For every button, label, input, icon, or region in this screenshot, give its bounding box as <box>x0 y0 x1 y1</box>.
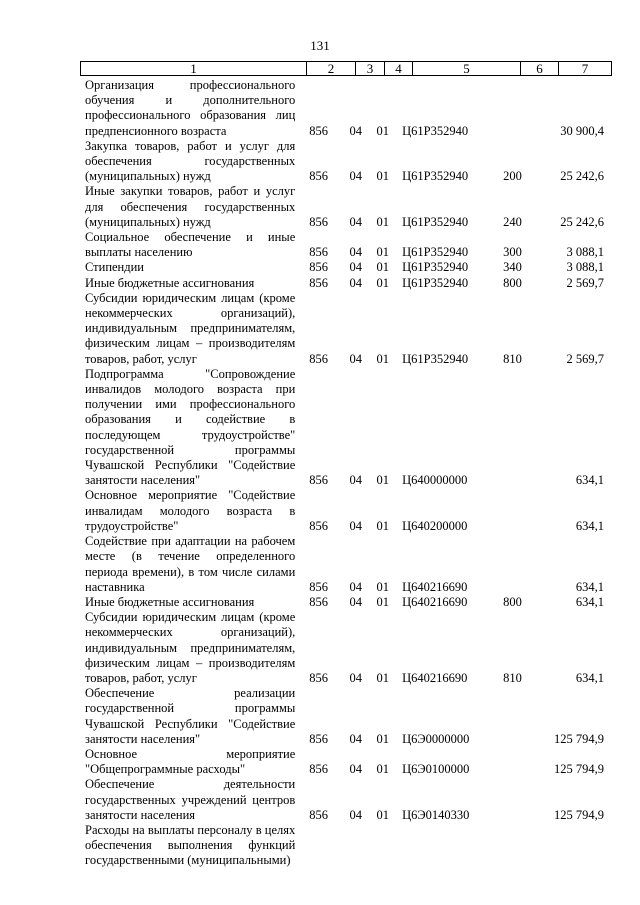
row-cell-c4: 01 <box>376 351 390 366</box>
row-description: Иные бюджетные ассигнования <box>85 594 255 609</box>
row-cell-c6: 240 <box>503 214 522 229</box>
row-cell-c6: 200 <box>503 169 522 184</box>
table-row <box>80 184 612 230</box>
table-body <box>80 78 612 869</box>
row-cell-c7: 634,1 <box>575 579 605 594</box>
row-cell-c3: 04 <box>349 169 362 184</box>
row-cell-c7: 2 569,7 <box>566 275 605 290</box>
table-row <box>80 78 612 139</box>
row-cell-c3: 04 <box>349 731 362 746</box>
row-cell-c6: 810 <box>503 670 522 685</box>
row-description: Организация профессионального обучения и дополнительного профессионального образования лиц предпенсионного возраста <box>85 78 296 138</box>
row-cell-c5: Ц640216690 <box>402 670 468 685</box>
row-cell-c2: 856 <box>309 518 328 533</box>
row-cell-c3: 04 <box>349 260 362 275</box>
row-cell-c5: Ц640216690 <box>402 594 468 609</box>
row-cell-c2: 856 <box>309 123 328 138</box>
row-cell-c2: 856 <box>309 473 328 488</box>
row-cell-c6: 810 <box>503 351 522 366</box>
row-cell-c2: 856 <box>309 579 328 594</box>
row-cell-c4: 01 <box>376 169 390 184</box>
header-col-5: 5 <box>413 62 521 75</box>
row-cell-c2: 856 <box>309 260 328 275</box>
row-description: Обеспечение реализации государственной программы Чувашской Республики "Содействие занятости населения" <box>85 686 296 746</box>
row-cell-c2: 856 <box>309 594 328 609</box>
row-cell-c7: 30 900,4 <box>560 123 605 138</box>
row-description: Основное мероприятие "Общепрограммные расходы" <box>85 746 296 777</box>
row-description: Содействие при адаптации на рабочем месте (в течение определенного периода времени), в том числе силами наставника <box>85 534 296 594</box>
row-cell-c2: 856 <box>309 731 328 746</box>
row-cell-c7: 125 794,9 <box>554 731 605 746</box>
row-cell-c7: 634,1 <box>575 518 605 533</box>
row-cell-c3: 04 <box>349 594 362 609</box>
row-cell-c3: 04 <box>349 518 362 533</box>
table-row <box>80 139 612 185</box>
row-cell-c4: 01 <box>376 762 390 777</box>
row-cell-c3: 04 <box>349 579 362 594</box>
row-description: Иные бюджетные ассигнования <box>85 275 255 290</box>
row-cell-c7: 3 088,1 <box>566 245 605 260</box>
row-cell-c5: Ц61Р352940 <box>402 169 469 184</box>
row-description: Стипендии <box>85 260 144 275</box>
table-row <box>80 230 612 260</box>
row-description: Обеспечение деятельности государственных учреждений центров занятости населения <box>85 777 296 822</box>
table-row <box>80 367 612 489</box>
row-cell-c7: 3 088,1 <box>566 260 605 275</box>
row-cell-c7: 25 242,6 <box>560 169 605 184</box>
row-cell-c4: 01 <box>376 123 390 138</box>
header-col-7: 7 <box>581 61 589 76</box>
row-cell-c4: 01 <box>376 594 390 609</box>
row-cell-c5: Ц6Э0000000 <box>402 731 470 746</box>
row-description: Подпрограмма "Сопровождение инвалидов молодого возраста при получении ими профессионального образования и содействие в последующем трудоустройстве" государственной программы Чувашской Республики "Содействие занятости населения" <box>85 366 296 488</box>
table-row <box>80 534 612 595</box>
table-row <box>80 488 612 534</box>
row-cell-c7: 634,1 <box>575 594 605 609</box>
row-cell-c2: 856 <box>309 214 328 229</box>
table-row <box>80 276 612 291</box>
row-cell-c3: 04 <box>349 473 362 488</box>
row-cell-c4: 01 <box>376 518 390 533</box>
row-description: Социальное обеспечение и иные выплаты населению <box>85 230 296 260</box>
row-cell-c4: 01 <box>376 260 390 275</box>
header-col-2: 2 <box>307 62 356 75</box>
header-col-6: 6 <box>521 62 559 75</box>
row-cell-c3: 04 <box>349 214 362 229</box>
page-number: 131 <box>310 38 330 53</box>
row-cell-c6: 300 <box>503 245 522 260</box>
row-cell-c3: 04 <box>349 275 362 290</box>
row-cell-c6: 340 <box>503 260 522 275</box>
row-cell-c6: 800 <box>503 594 522 609</box>
row-description: Иные закупки товаров, работ и услуг для обеспечения государственных (муниципальных) нужд <box>85 184 296 229</box>
table-header <box>80 61 612 76</box>
header-col-4: 4 <box>385 62 413 75</box>
row-cell-c5: Ц640216690 <box>402 579 468 594</box>
row-cell-c5: Ц6Э0100000 <box>402 762 470 777</box>
row-cell-c5: Ц640200000 <box>402 518 468 533</box>
row-cell-c5: Ц640000000 <box>402 473 468 488</box>
table-row <box>80 260 612 275</box>
row-cell-c4: 01 <box>376 245 390 260</box>
row-cell-c4: 01 <box>376 473 390 488</box>
row-cell-c7: 634,1 <box>575 670 605 685</box>
row-cell-c3: 04 <box>349 807 362 822</box>
row-cell-c3: 04 <box>349 245 362 260</box>
row-cell-c5: Ц61Р352940 <box>402 275 469 290</box>
row-cell-c4: 01 <box>376 670 390 685</box>
row-description: Расходы на выплаты персоналу в целях обеспечения выполнения функций государственными (муниципальными) <box>85 822 296 868</box>
row-cell-c2: 856 <box>309 169 328 184</box>
table-row <box>80 291 612 367</box>
row-cell-c7: 125 794,9 <box>554 807 605 822</box>
row-cell-c7: 25 242,6 <box>560 214 605 229</box>
row-cell-c2: 856 <box>309 351 328 366</box>
row-cell-c3: 04 <box>349 762 362 777</box>
row-cell-c5: Ц61Р352940 <box>402 351 469 366</box>
row-cell-c2: 856 <box>309 762 328 777</box>
row-cell-c3: 04 <box>349 670 362 685</box>
row-description: Субсидии юридическим лицам (кроме некоммерческих организаций), индивидуальным предпринимателям, физическим лицам – производителям товаров, работ, услуг <box>85 610 296 685</box>
row-cell-c3: 04 <box>349 123 362 138</box>
row-cell-c7: 2 569,7 <box>566 351 605 366</box>
row-cell-c4: 01 <box>376 807 390 822</box>
row-cell-c3: 04 <box>349 351 362 366</box>
row-cell-c4: 01 <box>376 579 390 594</box>
row-cell-c7: 634,1 <box>575 473 605 488</box>
row-description: Основное мероприятие "Содействие инвалидам молодого возраста в трудоустройстве" <box>85 488 296 533</box>
row-cell-c2: 856 <box>309 807 328 822</box>
table-row <box>80 610 612 686</box>
row-cell-c7: 125 794,9 <box>554 762 605 777</box>
row-cell-c4: 01 <box>376 214 390 229</box>
table-row <box>80 686 612 747</box>
row-cell-c5: Ц61Р352940 <box>402 123 469 138</box>
header-col-3: 3 <box>356 62 385 75</box>
row-cell-c5: Ц6Э0140330 <box>402 807 470 822</box>
row-cell-c5: Ц61Р352940 <box>402 260 469 275</box>
row-cell-c5: Ц61Р352940 <box>402 214 469 229</box>
table-row <box>80 777 612 823</box>
row-cell-c2: 856 <box>309 275 328 290</box>
row-cell-c4: 01 <box>376 731 390 746</box>
table-row <box>80 747 612 777</box>
row-cell-c4: 01 <box>376 275 390 290</box>
row-cell-c2: 856 <box>309 670 328 685</box>
table-row <box>80 595 612 610</box>
row-cell-c5: Ц61Р352940 <box>402 245 469 260</box>
table-row <box>80 823 612 869</box>
header-col-1: 1 <box>81 62 307 75</box>
row-cell-c2: 856 <box>309 245 328 260</box>
row-description: Субсидии юридическим лицам (кроме некоммерческих организаций), индивидуальным предпринимателям, физическим лицам – производителям товаров, работ, услуг <box>85 290 296 366</box>
row-cell-c6: 800 <box>503 275 522 290</box>
row-description: Закупка товаров, работ и услуг для обеспечения государственных (муниципальных) нужд <box>85 138 296 184</box>
